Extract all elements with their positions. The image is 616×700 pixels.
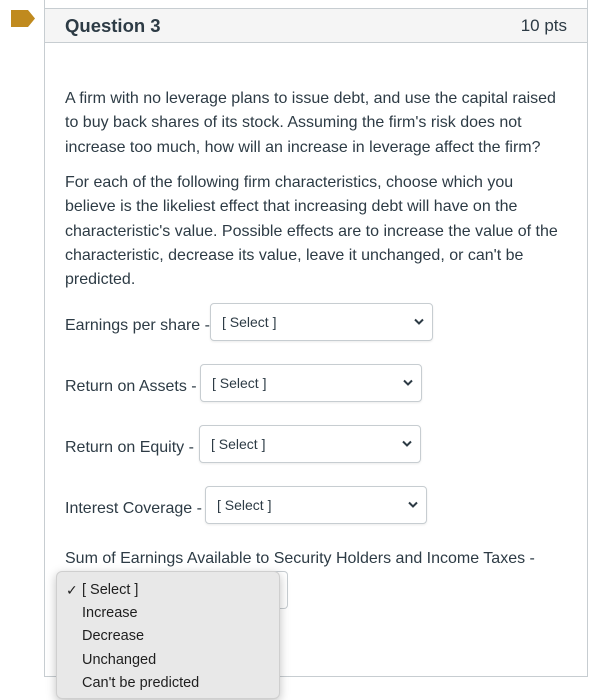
roe-select-value: [ Select ] bbox=[211, 436, 266, 452]
question-text-1: A firm with no leverage plans to issue debt, and use the capital raised to buy back shares of its stock. Assuming the firm's risk does not increase too much, how will an increase in leverage affect the firm? bbox=[65, 90, 556, 156]
question-header bbox=[45, 8, 587, 43]
chevron-down-icon bbox=[408, 501, 418, 509]
flag-question-icon[interactable] bbox=[11, 10, 35, 27]
roe-label: Return on Equity - bbox=[65, 439, 194, 456]
dropdown-option-select[interactable]: [ Select ] bbox=[82, 582, 139, 598]
earnings-taxes-label: Sum of Earnings Available to Security Holders and Income Taxes - bbox=[65, 550, 535, 567]
roa-select-value: [ Select ] bbox=[212, 375, 267, 391]
question-title: Question 3 bbox=[65, 15, 161, 36]
interest-coverage-label: Interest Coverage - bbox=[65, 500, 202, 517]
roa-label: Return on Assets - bbox=[65, 378, 197, 395]
question-text-2: For each of the following firm characteristics, choose which you believe is the likeliest effect that increasing debt will have on the characteristic's value. Possible effects are to increase the value of the characteristic, decrease its value, leave it unchanged, or can't be predicted. bbox=[65, 174, 558, 289]
dropdown-option-decrease[interactable]: Decrease bbox=[82, 628, 145, 644]
earnings-taxes-dropdown-menu[interactable] bbox=[56, 571, 280, 699]
eps-select-value: [ Select ] bbox=[222, 314, 277, 330]
eps-select[interactable] bbox=[210, 303, 433, 341]
chevron-down-icon bbox=[402, 440, 412, 448]
interest-coverage-select[interactable] bbox=[205, 486, 427, 524]
dropdown-option-increase[interactable]: Increase bbox=[82, 605, 138, 621]
question-points: 10 pts bbox=[520, 16, 567, 35]
interest-coverage-select-value: [ Select ] bbox=[217, 497, 272, 513]
checkmark-icon: ✓ bbox=[66, 582, 78, 598]
dropdown-option-cant-predict[interactable]: Can't be predicted bbox=[82, 675, 200, 691]
chevron-down-icon bbox=[403, 379, 413, 387]
eps-label: Earnings per share - bbox=[65, 317, 210, 334]
chevron-down-icon bbox=[414, 318, 424, 326]
dropdown-option-unchanged[interactable]: Unchanged bbox=[82, 652, 157, 668]
roe-select[interactable] bbox=[199, 425, 421, 463]
roa-select[interactable] bbox=[200, 364, 422, 402]
